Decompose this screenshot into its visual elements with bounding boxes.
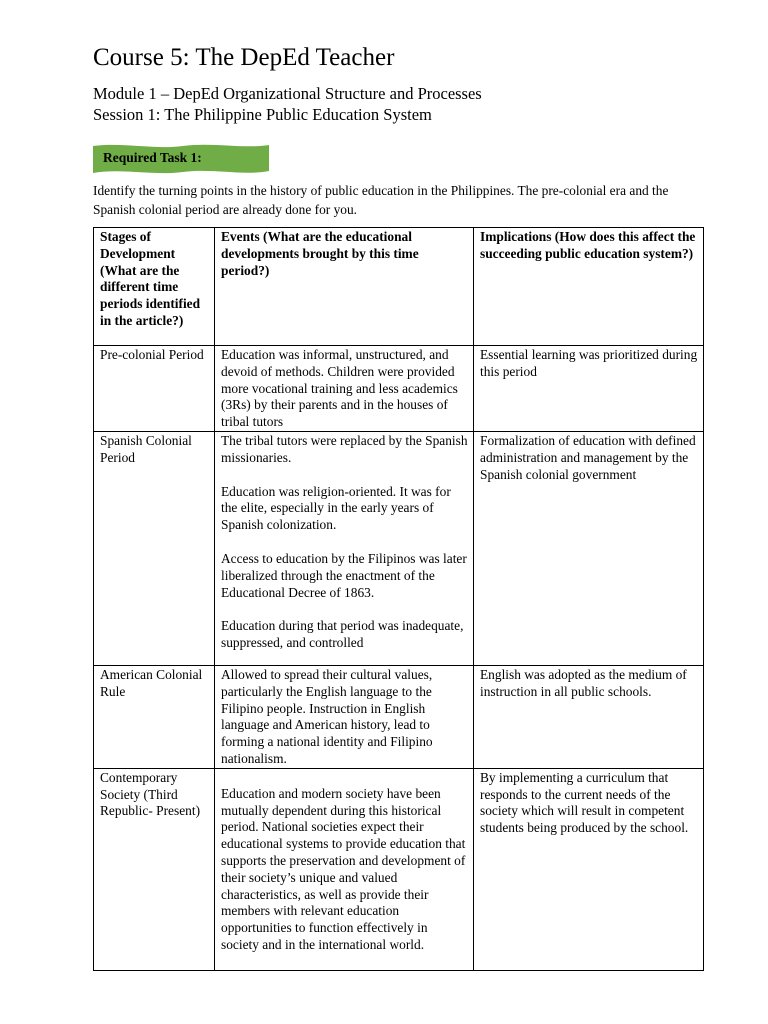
implications-cell: English was adopted as the medium of instruction in all public schools. bbox=[474, 665, 704, 768]
event-paragraph: Allowed to spread their cultural values, particularly the English language to the Filipino people. Instruction in English language and American history, lead to forming a national identity and Filipino nationalism. bbox=[221, 666, 433, 766]
table-row bbox=[94, 665, 704, 768]
events-cell bbox=[215, 768, 474, 970]
table-row bbox=[94, 768, 704, 970]
event-paragraph: Education was religion-oriented. It was for the elite, especially in the early years of Spanish colonization. bbox=[221, 483, 451, 533]
implications-cell: Formalization of education with defined administration and management by the Spanish colonial government bbox=[474, 431, 704, 665]
session-title: Session 1: The Philippine Public Education System bbox=[93, 105, 432, 124]
header-stages: Stages of Development (What are the different time periods identified in the article?) bbox=[94, 228, 215, 346]
events-cell bbox=[215, 346, 474, 432]
table-row bbox=[94, 346, 704, 432]
header-events: Events (What are the educational developments brought by this time period?) bbox=[215, 228, 474, 346]
event-paragraph: Education and modern society have been mutually dependent during this historical period. National societies expect their educational systems to provide education that supports the preservation and development of their society’s unique and valued characteristics, as well as provide their members with relevant education opportunities to function effectively in society and in the international world. bbox=[221, 785, 466, 952]
task-instructions: Identify the turning points in the history of public education in the Philippines. The pre-colonial era and the Spanish colonial period are already done for you. bbox=[93, 183, 669, 217]
required-task-banner bbox=[93, 142, 269, 176]
event-paragraph: Education was informal, unstructured, and devoid of methods. Children were provided more vocational training and less academics (3Rs) by their parents and in the houses of tribal tutors bbox=[221, 347, 458, 430]
stage-cell: Pre-colonial Period bbox=[94, 346, 215, 432]
table-header-row bbox=[94, 228, 704, 346]
education-history-table bbox=[93, 227, 704, 971]
header-implications: Implications (How does this affect the succeeding public education system?) bbox=[474, 228, 704, 346]
stage-cell: American Colonial Rule bbox=[94, 665, 215, 768]
course-title: Course 5: The DepEd Teacher bbox=[93, 44, 395, 71]
module-title: Module 1 – DepEd Organizational Structure and Processes bbox=[93, 84, 482, 103]
table-row bbox=[94, 431, 704, 665]
implications-cell: Essential learning was prioritized during this period bbox=[474, 346, 704, 432]
implications-cell: By implementing a curriculum that responds to the current needs of the society which will result in competent students being produced by the school. bbox=[474, 768, 704, 970]
required-task-label: Required Task 1: bbox=[103, 150, 202, 165]
event-paragraph: The tribal tutors were replaced by the Spanish missionaries. bbox=[221, 432, 468, 465]
stage-cell: Spanish Colonial Period bbox=[94, 431, 215, 665]
cell-spacer bbox=[221, 770, 468, 786]
events-cell bbox=[215, 665, 474, 768]
stage-cell: Contemporary Society (Third Republic- Present) bbox=[94, 768, 215, 970]
event-paragraph: Access to education by the Filipinos was later liberalized through the enactment of the Educational Decree of 1863. bbox=[221, 550, 467, 600]
events-cell bbox=[215, 431, 474, 665]
event-paragraph: Education during that period was inadequate, suppressed, and controlled bbox=[221, 618, 464, 651]
